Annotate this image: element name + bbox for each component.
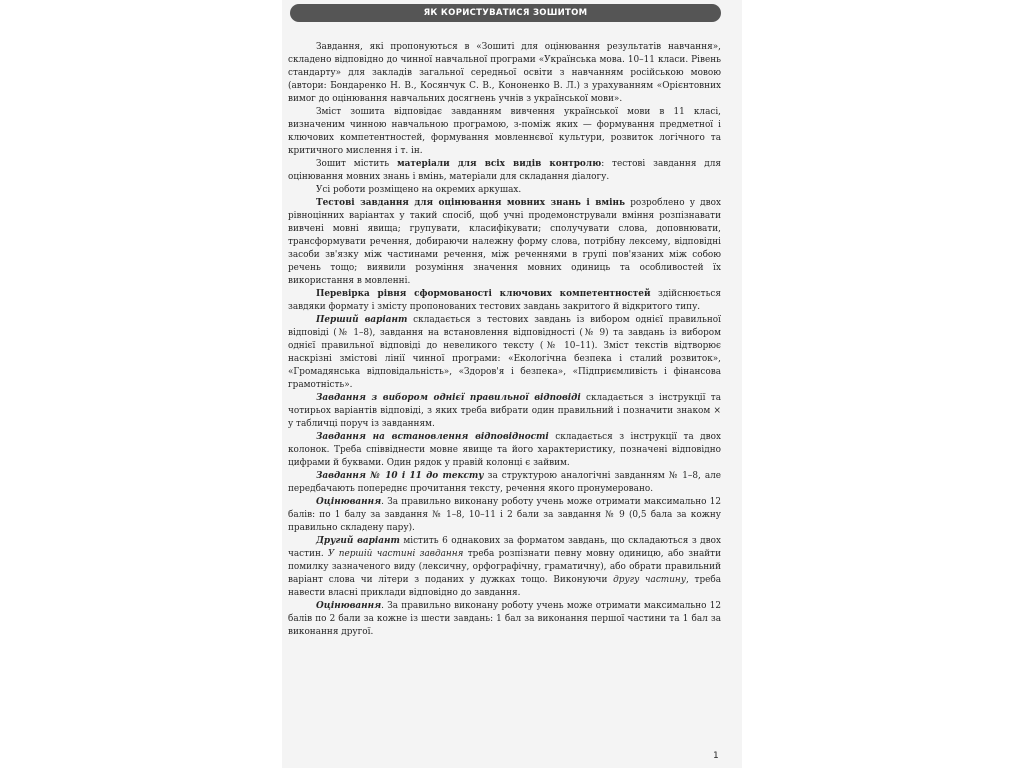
bold-italic-term: Оцінювання	[316, 601, 382, 611]
paragraph-tests	[288, 197, 721, 288]
paragraph-intro-text: Завдання, які пропонуються в «Зошиті для оцінювання результатів навчання», складено відповідно до чинної навчальної програми «Українська мова. 10–11 класи. Рівень стандарту» для закладів загальної середньої освіти з навчанням російською мовою (автори: Бондаренко Н. В., Косянчук С. В., Кононенко В. Л.) з урахуванням «Орієнтовних вимог до оцінювання навчальних досягнень учнів з української мови».	[288, 42, 721, 104]
paragraph-competences	[288, 288, 721, 314]
text-span: Зошит містить	[316, 159, 397, 169]
text-span: . За правильно виконану роботу учень може отримати максимально 12 балів по 2 бали за кожне із шести завдань: 1 бал за виконання першої частини та 1 бал за виконання другої.	[288, 601, 721, 637]
bold-italic-term: Завдання на встановлення відповідності	[316, 432, 549, 442]
text-span: складається з інструкції та чотирьох варіантів відповіді, з яких треба вибрати один правильний і позначити знаком × у табличці поруч із завданням.	[288, 393, 721, 429]
bold-italic-term: Завдання з вибором однієї правильної відповіді	[316, 393, 581, 403]
text-span: складається з інструкції та двох колонок. Треба співвіднести мовне явище та його характеристику, позначені відповідно цифрами й буквами. Один рядок у правій колонці є зайвим.	[288, 432, 721, 468]
bold-term: Перевірка рівня сформованості ключових компетентностей	[316, 289, 651, 299]
section-header-bar	[290, 4, 721, 22]
paragraph-grading-two	[288, 600, 721, 639]
paragraph-materials	[288, 158, 721, 184]
paragraph-grading-one	[288, 496, 721, 535]
italic-term: У першій частині завдання	[328, 549, 464, 559]
section-title: ЯК КОРИСТУВАТИСЯ ЗОШИТОМ	[423, 8, 588, 18]
bold-italic-term: Перший варіант	[316, 315, 408, 325]
bold-term: Тестові завдання для оцінювання мовних знань і вмінь	[316, 198, 625, 208]
text-span: , треба навести власні приклади відповідно до завдання.	[288, 575, 722, 598]
bold-italic-term: Оцінювання	[316, 497, 382, 507]
paragraph-content-text: Зміст зошита відповідає завданням вивчення української мови в 11 класі, визначеним чинною навчальною програмою, з-поміж яких — формування предметної і ключових компетентностей, формування мовленнєвої культури, розвиток логічного та критичного мислення і т. ін.	[288, 107, 721, 156]
paragraph-content	[288, 106, 721, 158]
paragraph-sheets-text: Усі роботи розміщено на окремих аркушах.	[316, 185, 522, 195]
paragraph-text-tasks	[288, 470, 721, 496]
bold-italic-term: Другий варіант	[316, 536, 400, 546]
paragraph-intro	[288, 41, 721, 106]
paragraph-matching	[288, 431, 721, 470]
instructions-text	[288, 41, 721, 639]
paragraph-single-choice	[288, 392, 721, 431]
bold-italic-term: Завдання № 10 і 11 до тексту	[316, 471, 484, 481]
text-span: . За правильно виконану роботу учень може отримати максимально 12 балів: по 1 балу за завдання № 1–8, 10–11 і 2 бали за завдання № 9 (0,5 бала за кожну правильно складену пару).	[288, 497, 721, 533]
text-span: містить 6 однакових за форматом завдань, що складаються з двох частин.	[288, 536, 721, 559]
paragraph-variant-two	[288, 535, 721, 600]
bold-term: матеріали для всіх видів контролю	[396, 159, 602, 169]
text-span: : тестові завдання для оцінювання мовних знань і вмінь, матеріали для складання діалогу.	[288, 159, 721, 182]
paragraph-sheets	[288, 184, 721, 197]
text-span: за структурою аналогічні завданням № 1–8, але передбачають попереднє прочитання тексту, речення якого пронумеровано.	[288, 471, 722, 494]
page-number: 1	[713, 751, 719, 761]
italic-term: другу частину	[613, 575, 686, 585]
paragraph-variant-one	[288, 314, 721, 392]
text-span: треба розпізнати певну мовну одиницю, або знайти помилку зазначеного виду (лексичну, орфографічну, граматичну), або обрати правильний варіант слова чи літери з поданих у дужках тощо. Виконуючи	[288, 549, 721, 585]
text-span: складається з тестових завдань із вибором однієї правильної відповіді (№ 1–8), завдання на встановлення відповідності (№ 9) та завдань із вибором однієї правильної відповіді до невеликого тексту (№ 10–11). Зміст текстів відтворює наскрізні змістові лінії чинної програми: «Екологічна безпека і сталий розвиток», «Громадянська відповідальність», «Здоров'я і безпека», «Підприємливість і фінансова грамотність».	[288, 315, 721, 390]
text-span: розроблено у двох рівноцінних варіантах у такий спосіб, щоб учні продемонстрували вміння розпізнавати вивчені мовні явища; групувати, класифікувати; сполучувати слова, доповнювати, трансформувати речення, добираючи належну форму слова, потрібну лексему, відповідні засоби зв'язку між частинами речення, між реченнями в групі пов'язаних між собою речень тощо; виявили розуміння значення мовних одиниць та особливостей їх використання в мовленні.	[288, 198, 721, 286]
text-span: здійснюється завдяки формату і змісту пропонованих тестових завдань закритого й відкритого типу.	[288, 289, 721, 312]
